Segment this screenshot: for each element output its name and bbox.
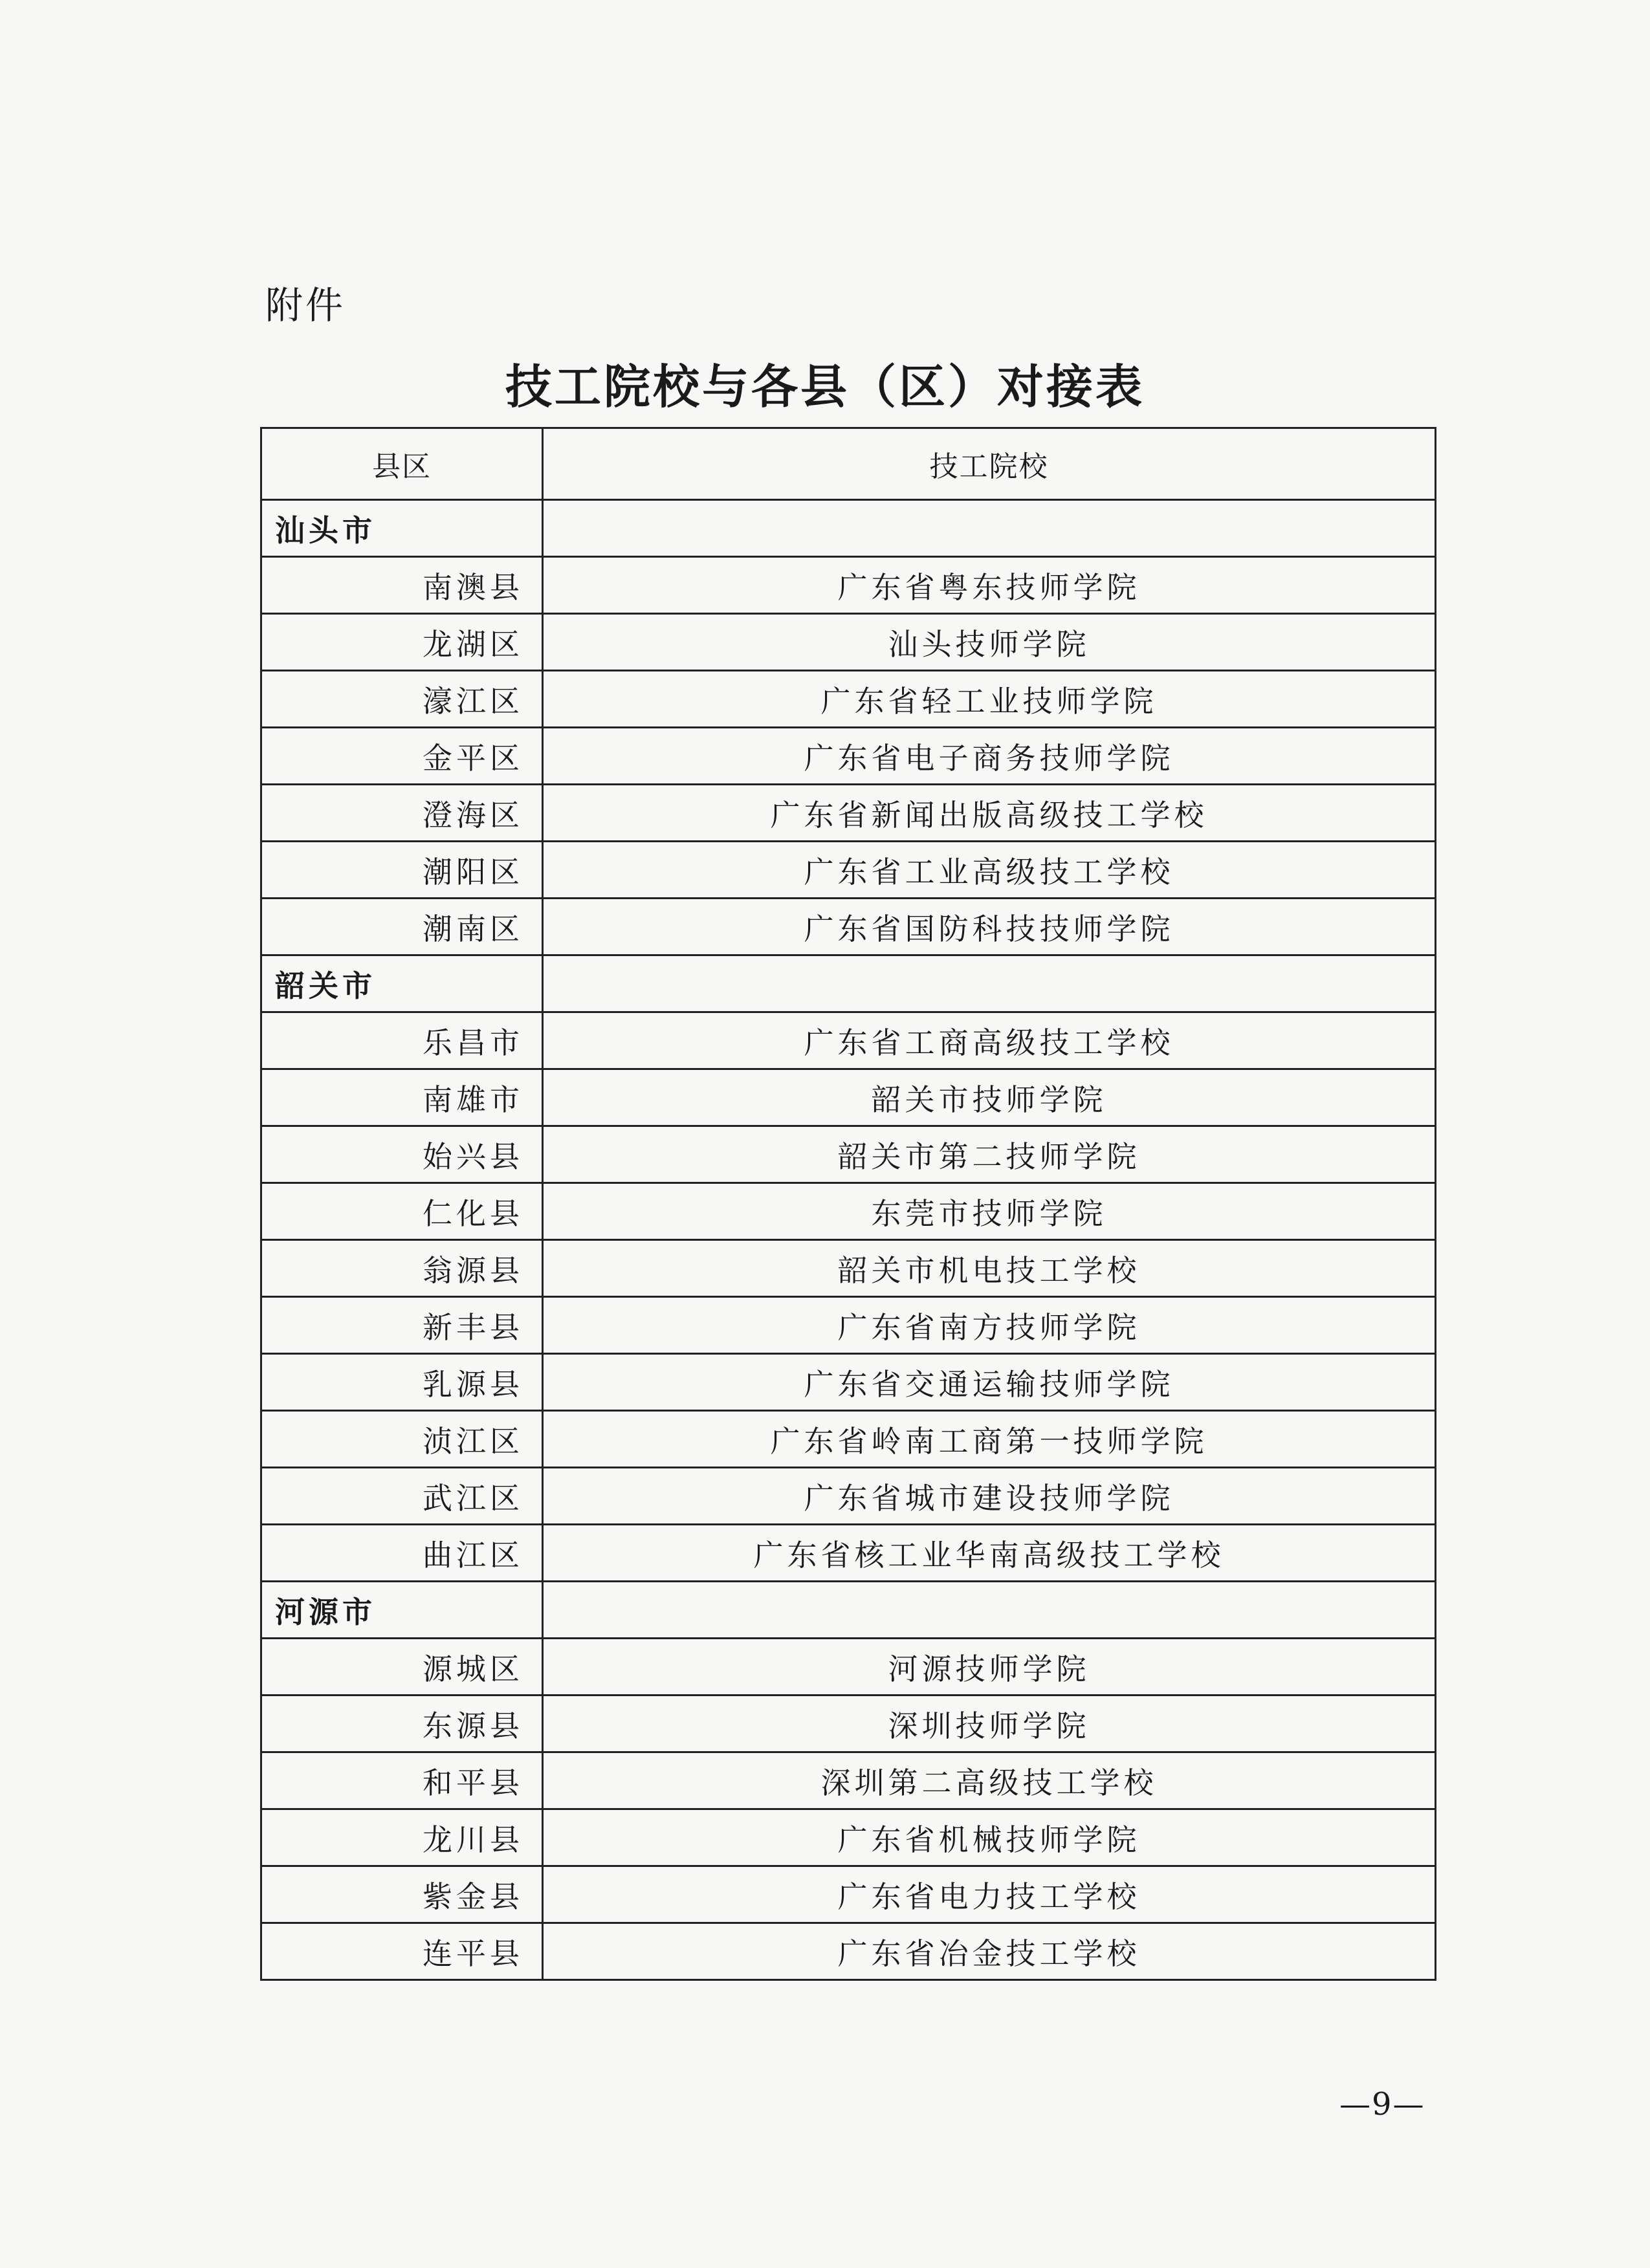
- header-school: 技工院校: [543, 428, 1436, 500]
- county-name: 始兴县: [261, 1126, 543, 1183]
- table-row: [261, 1069, 1436, 1126]
- county-name: 龙川县: [261, 1809, 543, 1866]
- table-header-row: [261, 428, 1436, 500]
- school-name: 广东省岭南工商第一技师学院: [543, 1411, 1436, 1468]
- county-name: 武江区: [261, 1468, 543, 1525]
- school-name: 广东省轻工业技师学院: [543, 671, 1436, 728]
- city-name: 汕头市: [261, 500, 543, 557]
- county-name: 紫金县: [261, 1866, 543, 1923]
- school-name: 广东省城市建设技师学院: [543, 1468, 1436, 1525]
- school-name: 韶关市第二技师学院: [543, 1126, 1436, 1183]
- school-name: 广东省核工业华南高级技工学校: [543, 1525, 1436, 1582]
- school-name: 韶关市机电技工学校: [543, 1240, 1436, 1297]
- page-number: —9—: [1339, 2086, 1425, 2122]
- county-name: 源城区: [261, 1639, 543, 1696]
- table-row: [261, 671, 1436, 728]
- county-name: 南雄市: [261, 1069, 543, 1126]
- school-name: 广东省电力技工学校: [543, 1866, 1436, 1923]
- mapping-table-body: [261, 428, 1436, 1980]
- city-row: [261, 500, 1436, 557]
- county-name: 龙湖区: [261, 614, 543, 671]
- table-row: [261, 1923, 1436, 1980]
- city-row: [261, 955, 1436, 1012]
- table-row: [261, 1866, 1436, 1923]
- city-school-empty: [543, 500, 1436, 557]
- school-name: 韶关市技师学院: [543, 1069, 1436, 1126]
- table-row: [261, 899, 1436, 955]
- mapping-table: [260, 427, 1436, 1981]
- table-row: [261, 728, 1436, 785]
- table-row: [261, 1297, 1436, 1354]
- county-name: 南澳县: [261, 557, 543, 614]
- mapping-table-container: [260, 427, 1436, 1981]
- table-row: [261, 1525, 1436, 1582]
- table-row: [261, 1639, 1436, 1696]
- table-row: [261, 842, 1436, 899]
- county-name: 翁源县: [261, 1240, 543, 1297]
- city-name: 韶关市: [261, 955, 543, 1012]
- county-name: 澄海区: [261, 785, 543, 842]
- school-name: 深圳第二高级技工学校: [543, 1752, 1436, 1809]
- county-name: 新丰县: [261, 1297, 543, 1354]
- table-row: [261, 1012, 1436, 1069]
- city-school-empty: [543, 955, 1436, 1012]
- table-row: [261, 1468, 1436, 1525]
- school-name: 广东省粤东技师学院: [543, 557, 1436, 614]
- city-school-empty: [543, 1582, 1436, 1639]
- county-name: 金平区: [261, 728, 543, 785]
- city-row: [261, 1582, 1436, 1639]
- table-row: [261, 1126, 1436, 1183]
- city-name: 河源市: [261, 1582, 543, 1639]
- county-name: 和平县: [261, 1752, 543, 1809]
- county-name: 曲江区: [261, 1525, 543, 1582]
- county-name: 乳源县: [261, 1354, 543, 1411]
- header-county: 县区: [261, 428, 543, 500]
- attachment-label: 附件: [265, 283, 346, 327]
- county-name: 连平县: [261, 1923, 543, 1980]
- table-row: [261, 1240, 1436, 1297]
- table-row: [261, 1183, 1436, 1240]
- table-row: [261, 785, 1436, 842]
- table-row: [261, 1354, 1436, 1411]
- school-name: 深圳技师学院: [543, 1696, 1436, 1752]
- county-name: 潮阳区: [261, 842, 543, 899]
- school-name: 广东省南方技师学院: [543, 1297, 1436, 1354]
- table-row: [261, 1809, 1436, 1866]
- county-name: 濠江区: [261, 671, 543, 728]
- school-name: 广东省新闻出版高级技工学校: [543, 785, 1436, 842]
- county-name: 潮南区: [261, 899, 543, 955]
- school-name: 广东省工业高级技工学校: [543, 842, 1436, 899]
- table-row: [261, 1696, 1436, 1752]
- page-title: 技工院校与各县（区）对接表: [505, 360, 1145, 414]
- school-name: 广东省工商高级技工学校: [543, 1012, 1436, 1069]
- school-name: 广东省交通运输技师学院: [543, 1354, 1436, 1411]
- school-name: 广东省国防科技技师学院: [543, 899, 1436, 955]
- table-row: [261, 557, 1436, 614]
- county-name: 仁化县: [261, 1183, 543, 1240]
- county-name: 乐昌市: [261, 1012, 543, 1069]
- table-row: [261, 614, 1436, 671]
- school-name: 广东省电子商务技师学院: [543, 728, 1436, 785]
- table-row: [261, 1411, 1436, 1468]
- county-name: 东源县: [261, 1696, 543, 1752]
- county-name: 浈江区: [261, 1411, 543, 1468]
- table-row: [261, 1752, 1436, 1809]
- school-name: 东莞市技师学院: [543, 1183, 1436, 1240]
- school-name: 河源技师学院: [543, 1639, 1436, 1696]
- school-name: 广东省机械技师学院: [543, 1809, 1436, 1866]
- school-name: 汕头技师学院: [543, 614, 1436, 671]
- school-name: 广东省冶金技工学校: [543, 1923, 1436, 1980]
